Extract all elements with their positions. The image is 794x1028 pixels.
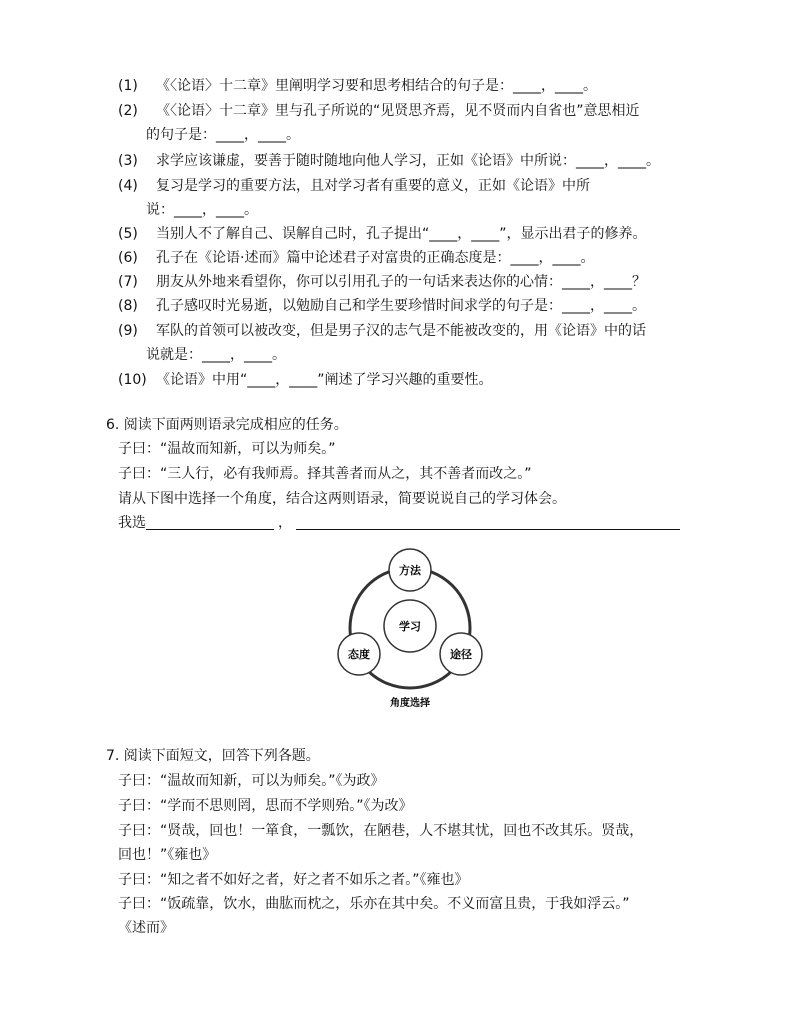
quote-line: 子曰：“饭疏靠，饮水，曲肱而枕之，乐亦在其中矣。不义而富且贵，于我如浮云。” [118,896,630,912]
answer-prefix: 我选 [118,515,146,531]
item-text: 求学应该谦虚，要善于随时随地向他人学习，正如《论语》中所说：____，____。 [156,153,660,169]
instruction-line: 请从下图中选择一个角度，结合这两则语录，简要说说自己的学习体会。 [118,491,566,507]
list-item [118,75,597,97]
answer-line [118,512,680,534]
list-item [118,295,646,317]
question-7-title: 7. 阅读下面短文，回答下列各题。 [106,748,320,764]
quote-line: 子曰：“三人行，必有我师焉。择其善者而从之，其不善者而改之。” [118,466,532,482]
item-number: (3) [118,153,138,169]
item-text: 孔子感叹时光易逝，以勉励自己和学生要珍惜时间求学的句子是：____，____。 [156,298,646,314]
item-number: (9) [118,323,138,339]
answer-blank-1[interactable] [146,513,274,530]
item-number: (8) [118,298,138,314]
quote-line: 子曰：“温故而知新，可以为师矣。”《为政》 [118,773,385,789]
list-item [118,175,590,197]
diagram-caption: 角度选择 [390,698,430,709]
list-item [118,100,640,122]
question-6-title: 6. 阅读下面两则语录完成相应的任务。 [106,417,348,433]
quote-line: 子曰：“温故而知新，可以为师矣。” [118,441,336,457]
item-number: (10) [118,372,147,388]
item-text: 孔子在《论语·述而》篇中论述君子对富贵的正确态度是：____，____。 [156,250,595,266]
angle-diagram-svg [336,544,484,712]
item-text: 复习是学习的重要方法，且对学习者有重要的意义，正如《论语》中所 [156,178,590,194]
center-label: 学习 [399,620,421,633]
quote-line: 回也！”《雍也》 [118,847,217,863]
item-number: (6) [118,250,138,266]
quote-line: 《述而》 [118,920,174,936]
list-item [118,150,660,172]
answer-separator: ， [278,515,292,531]
item-text: 《〈论语〉十二章》里与孔子所说的“见贤思齐焉，见不贤而内自省也”意思相近 [156,103,640,119]
list-item [118,247,594,269]
right-label: 途径 [450,648,472,661]
item-text: 《论语》中用“____，____”阐述了学习兴趣的重要性。 [156,372,493,388]
angle-diagram [336,544,484,712]
list-item [118,223,647,245]
item-number: (5) [118,226,138,242]
quote-line: 子曰：“贤哉，回也！一箪食，一瓢饮，在陋巷，人不堪其忧，回也不改其乐。贤哉， [118,823,644,839]
item-text: 朋友从外地来看望你，你可以引用孔子的一句话来表达你的心情：____，____？ [156,274,646,290]
top-label: 方法 [399,564,421,577]
list-item-continuation: 说就是：____，____。 [146,347,286,363]
item-number: (7) [118,274,138,290]
item-number: (1) [118,78,138,94]
item-text: 军队的首领可以被改变，但是男子汉的志气是不能被改变的，用《论语》中的话 [156,323,646,339]
item-text: 当别人不了解自己、误解自己时，孔子提出“____，____”，显示出君子的修养。 [156,226,647,242]
list-item-continuation: 说：____，____。 [146,202,258,218]
item-number: (4) [118,178,138,194]
left-label: 态度 [348,648,370,661]
list-item-continuation: 的句子是：____，____。 [146,127,300,143]
list-item [118,369,493,391]
quote-line: 子曰：“学而不思则罔，思而不学则殆。”《为改》 [118,798,413,814]
list-item [118,320,646,342]
item-number: (2) [118,103,138,119]
item-text: 《〈论语〉十二章》里阐明学习要和思考相结合的句子是：____，____。 [156,78,597,94]
answer-blank-2[interactable] [296,513,680,530]
quote-line: 子曰：“知之者不如好之者，好之者不如乐之者。”《雍也》 [118,872,469,888]
list-item [118,271,646,293]
